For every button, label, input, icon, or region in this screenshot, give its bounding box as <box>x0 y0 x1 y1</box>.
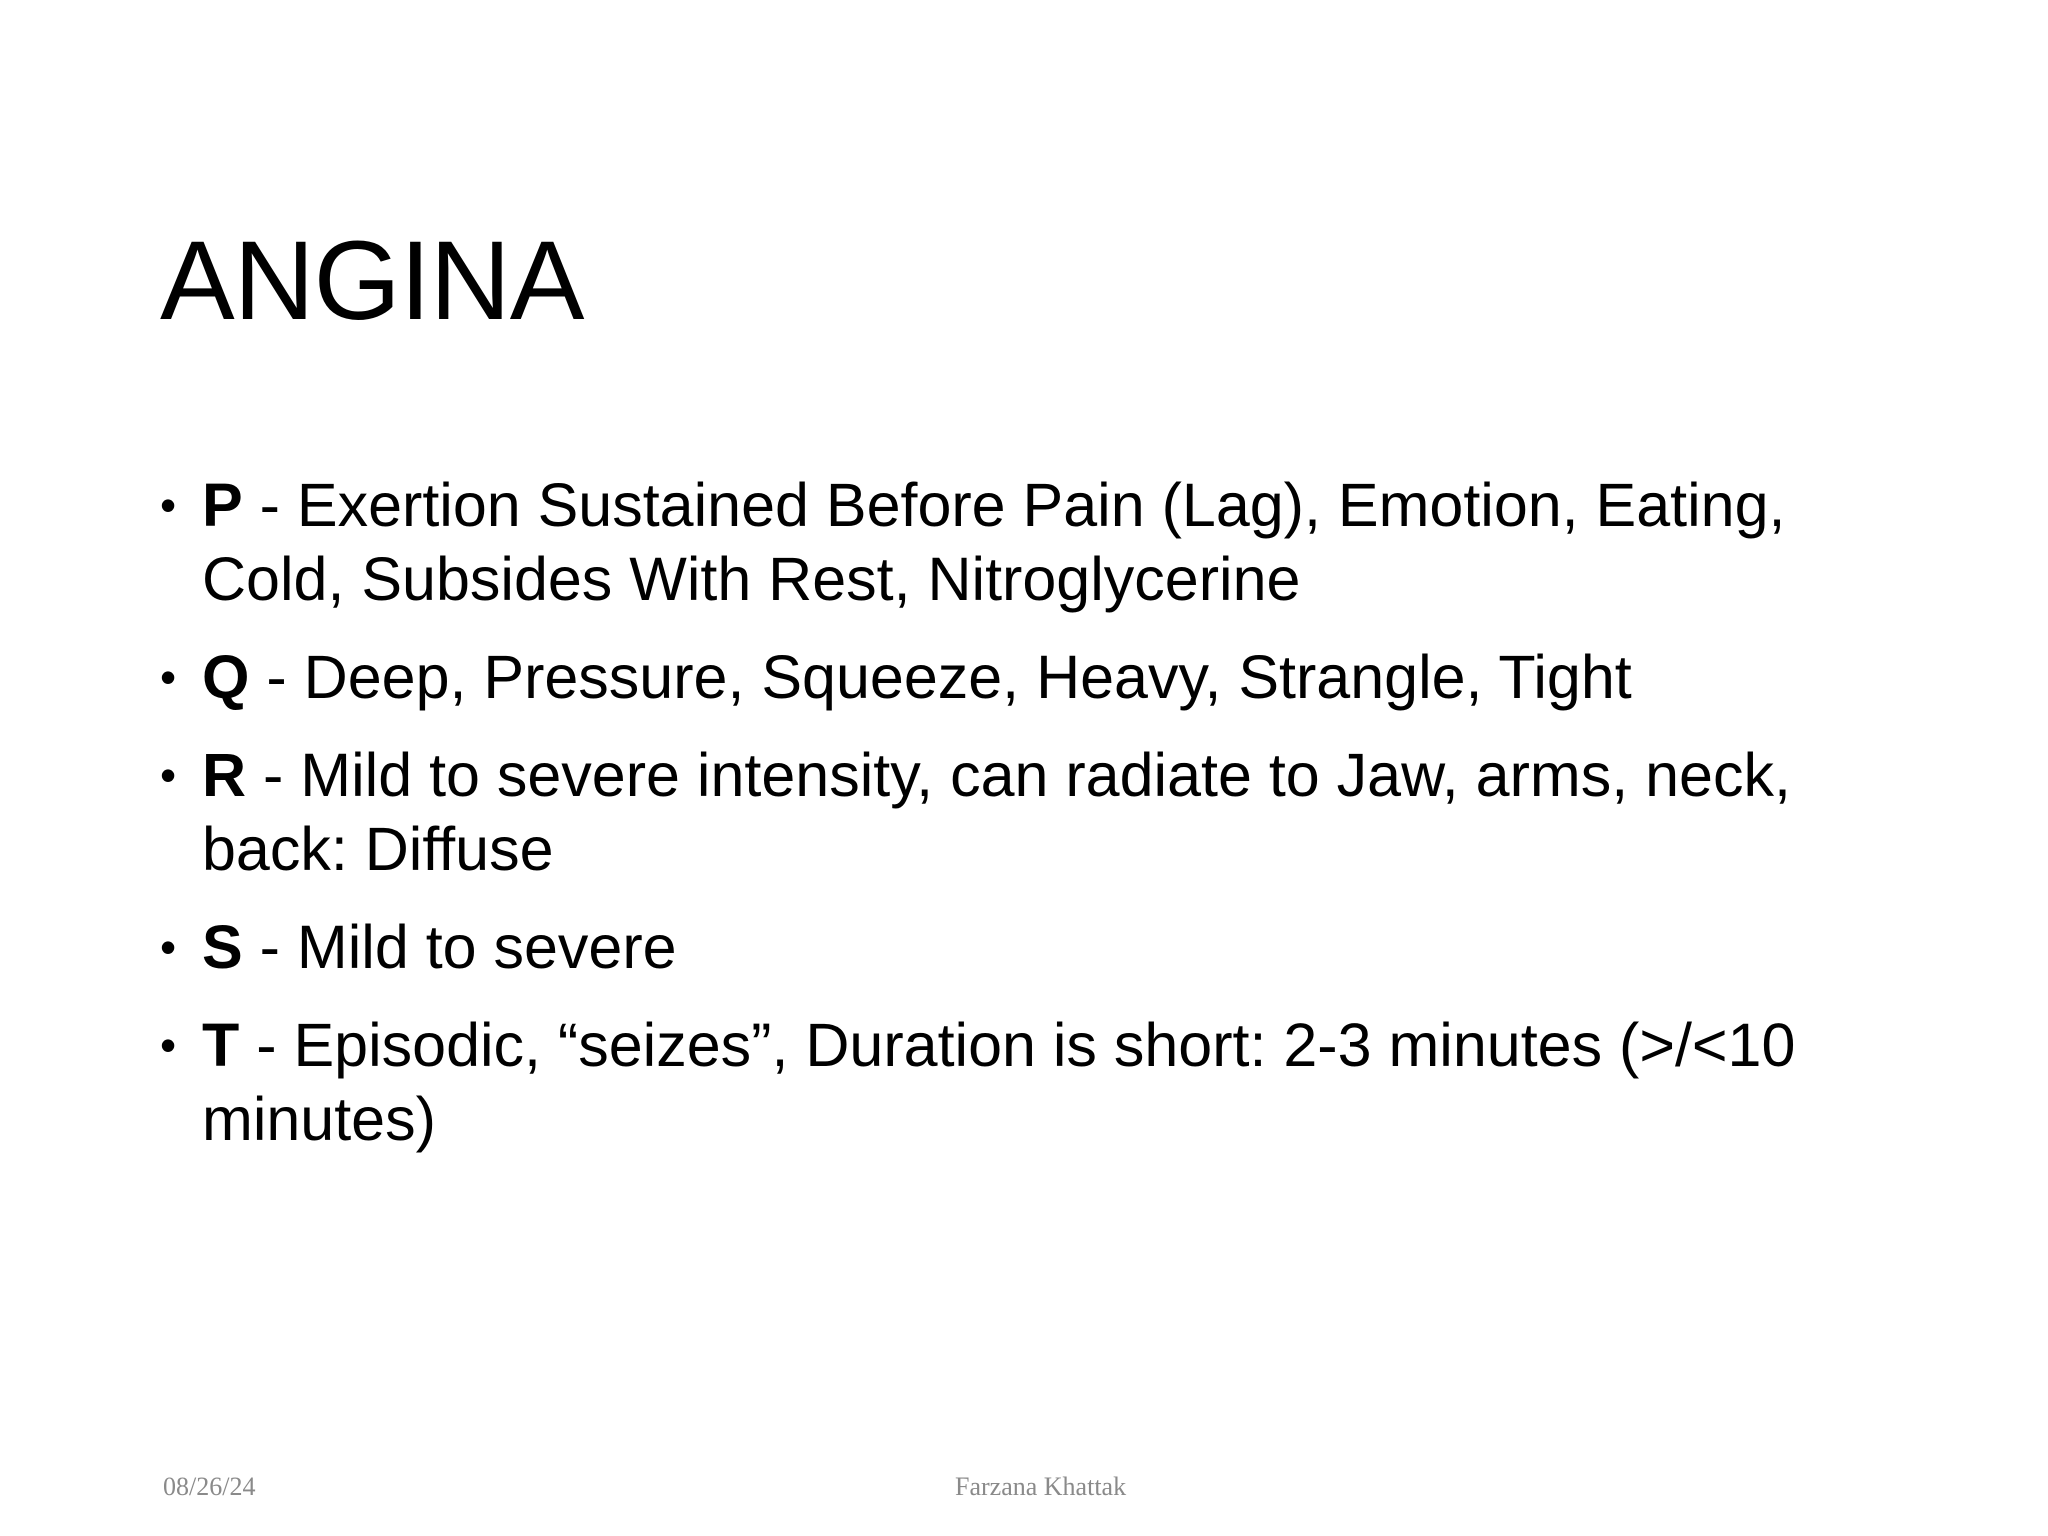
bullet-letter: T <box>202 1011 240 1079</box>
footer-author: Farzana Khattak <box>955 1472 1127 1501</box>
slide-title: ANGINA <box>160 218 584 343</box>
bullet-text: - Episodic, “seizes”, Duration is short: 2-3 minutes (>/<10 minutes) <box>202 1011 1796 1153</box>
bullet-letter: S <box>202 913 243 981</box>
footer-date: 08/26/24 <box>163 1472 256 1501</box>
bullet-item-r <box>160 738 1900 886</box>
bullet-icon: • <box>160 479 177 531</box>
bullet-letter: R <box>202 741 247 809</box>
bullet-icon: • <box>160 749 177 801</box>
bullet-text: - Mild to severe <box>242 913 677 981</box>
bullet-item-t <box>160 1008 1900 1156</box>
bullet-icon: • <box>160 651 177 703</box>
bullet-list <box>160 468 1900 1180</box>
bullet-text: - Mild to severe intensity, can radiate to Jaw, arms, neck, back: Diffuse <box>202 741 1791 883</box>
bullet-icon: • <box>160 921 177 973</box>
bullet-text: - Exertion Sustained Before Pain (Lag), Emotion, Eating, Cold, Subsides With Rest, Nitroglycerine <box>202 471 1786 613</box>
bullet-text: - Deep, Pressure, Squeeze, Heavy, Strangle, Tight <box>249 643 1632 711</box>
bullet-icon: • <box>160 1019 177 1071</box>
bullet-letter: Q <box>202 643 250 711</box>
bullet-item-s <box>160 910 1900 984</box>
bullet-item-q <box>160 640 1900 714</box>
bullet-item-p <box>160 468 1900 616</box>
bullet-letter: P <box>202 471 243 539</box>
